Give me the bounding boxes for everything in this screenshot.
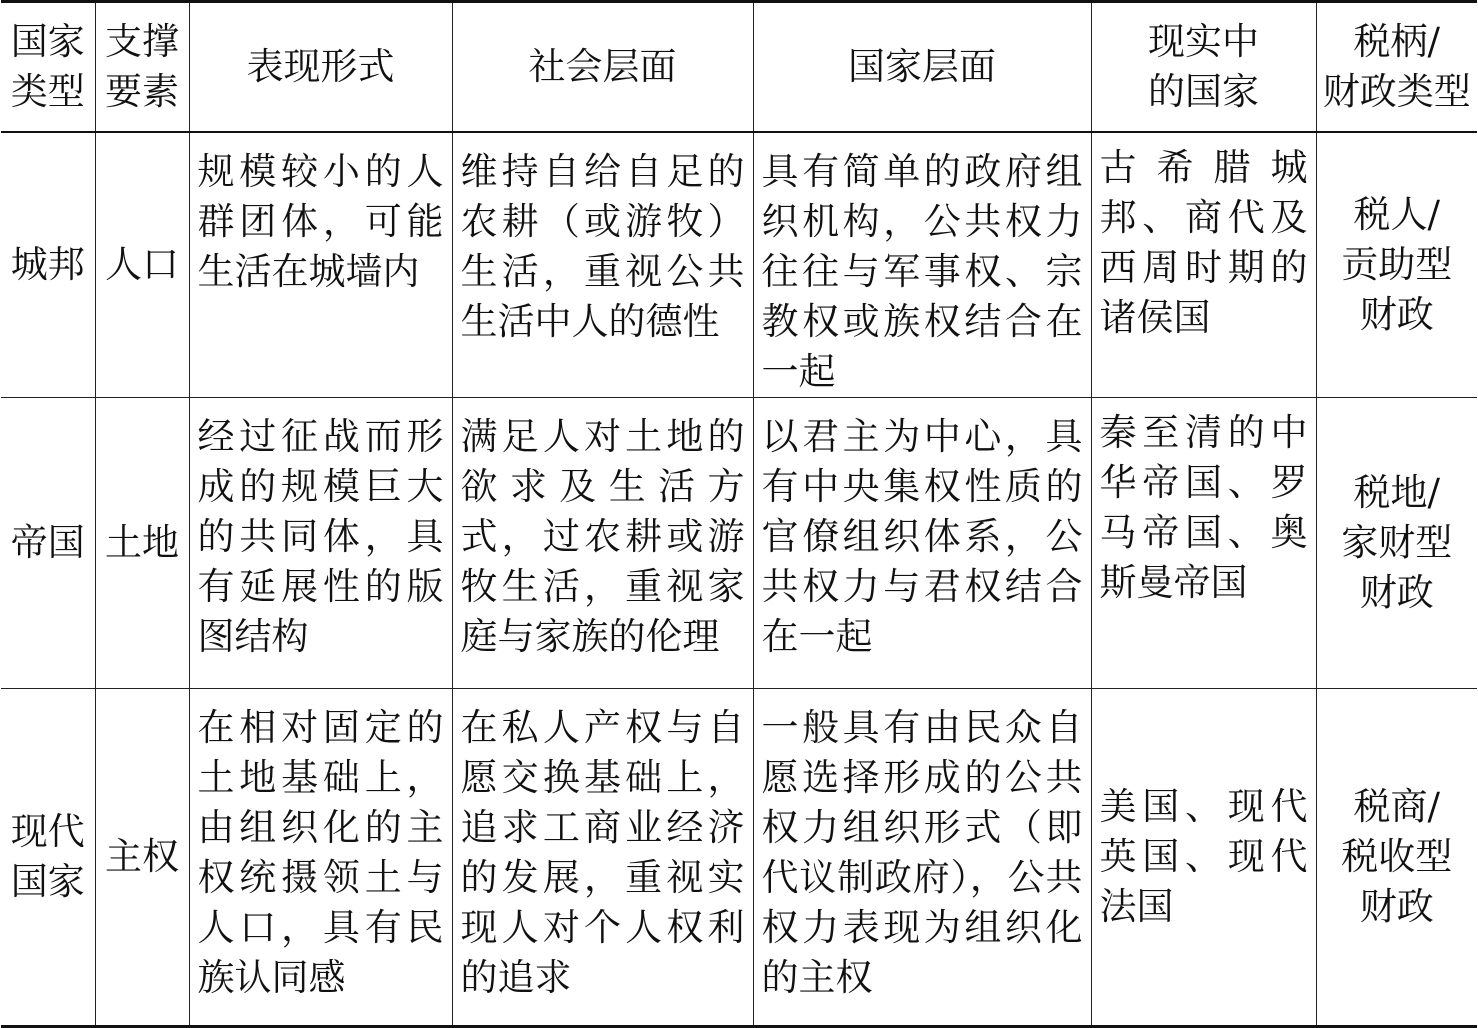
cell-state-level: 具有简单的政府组织机构，公共权力往往与军事权、宗教权或族权结合在一起 (753, 132, 1091, 398)
header-state-level: 国家层面 (753, 2, 1091, 133)
cell-state-type: 城邦 (1, 132, 95, 398)
cell-state-level: 一般具有由民众自愿选择形成的公共权力组织形式（即代议制政府），公共权力表现为组织化的主权 (753, 689, 1091, 1027)
header-social-level: 社会层面 (452, 2, 753, 133)
table-row (1, 689, 1477, 1027)
cell-support-element: 土地 (95, 398, 189, 689)
cell-support-element: 主权 (95, 689, 189, 1027)
cell-support-element: 人口 (95, 132, 189, 398)
cell-real-states: 美国、现代英国、现代法国 (1091, 689, 1316, 1027)
cell-form: 经过征战而形成的规模巨大的共同体，具有延展性的版图结构 (189, 398, 452, 689)
header-support-element: 支撑 要素 (95, 2, 189, 133)
table-row (1, 132, 1477, 398)
cell-form: 在相对固定的土地基础上，由组织化的主权统摄领土与人口，具有民族认同感 (189, 689, 452, 1027)
cell-state-type: 现代 国家 (1, 689, 95, 1027)
cell-social-level: 维持自给自足的农耕（或游牧）生活，重视公共生活中人的德性 (452, 132, 753, 398)
cell-tax-finance-type: 税地/ 家财型 财政 (1316, 398, 1477, 689)
cell-real-states: 古希腊城邦、商代及西周时期的诸侯国 (1091, 132, 1316, 398)
header-real-states: 现实中 的国家 (1091, 2, 1316, 133)
cell-social-level: 在私人产权与自愿交换基础上，追求工商业经济的发展，重视实现人对个人权利的追求 (452, 689, 753, 1027)
cell-tax-finance-type: 税商/ 税收型 财政 (1316, 689, 1477, 1027)
cell-state-type: 帝国 (1, 398, 95, 689)
header-form: 表现形式 (189, 2, 452, 133)
cell-social-level: 满足人对土地的欲求及生活方式，过农耕或游牧生活，重视家庭与家族的伦理 (452, 398, 753, 689)
header-row (1, 2, 1477, 133)
header-state-type: 国家 类型 (1, 2, 95, 133)
cell-form: 规模较小的人群团体，可能生活在城墙内 (189, 132, 452, 398)
cell-real-states: 秦至清的中华帝国、罗马帝国、奥斯曼帝国 (1091, 398, 1316, 689)
cell-state-level: 以君主为中心，具有中央集权性质的官僚组织体系，公共权力与君权结合在一起 (753, 398, 1091, 689)
cell-tax-finance-type: 税人/ 贡助型 财政 (1316, 132, 1477, 398)
state-types-table (1, 0, 1477, 1028)
table-row (1, 398, 1477, 689)
header-tax-finance-type: 税柄/ 财政类型 (1316, 2, 1477, 133)
